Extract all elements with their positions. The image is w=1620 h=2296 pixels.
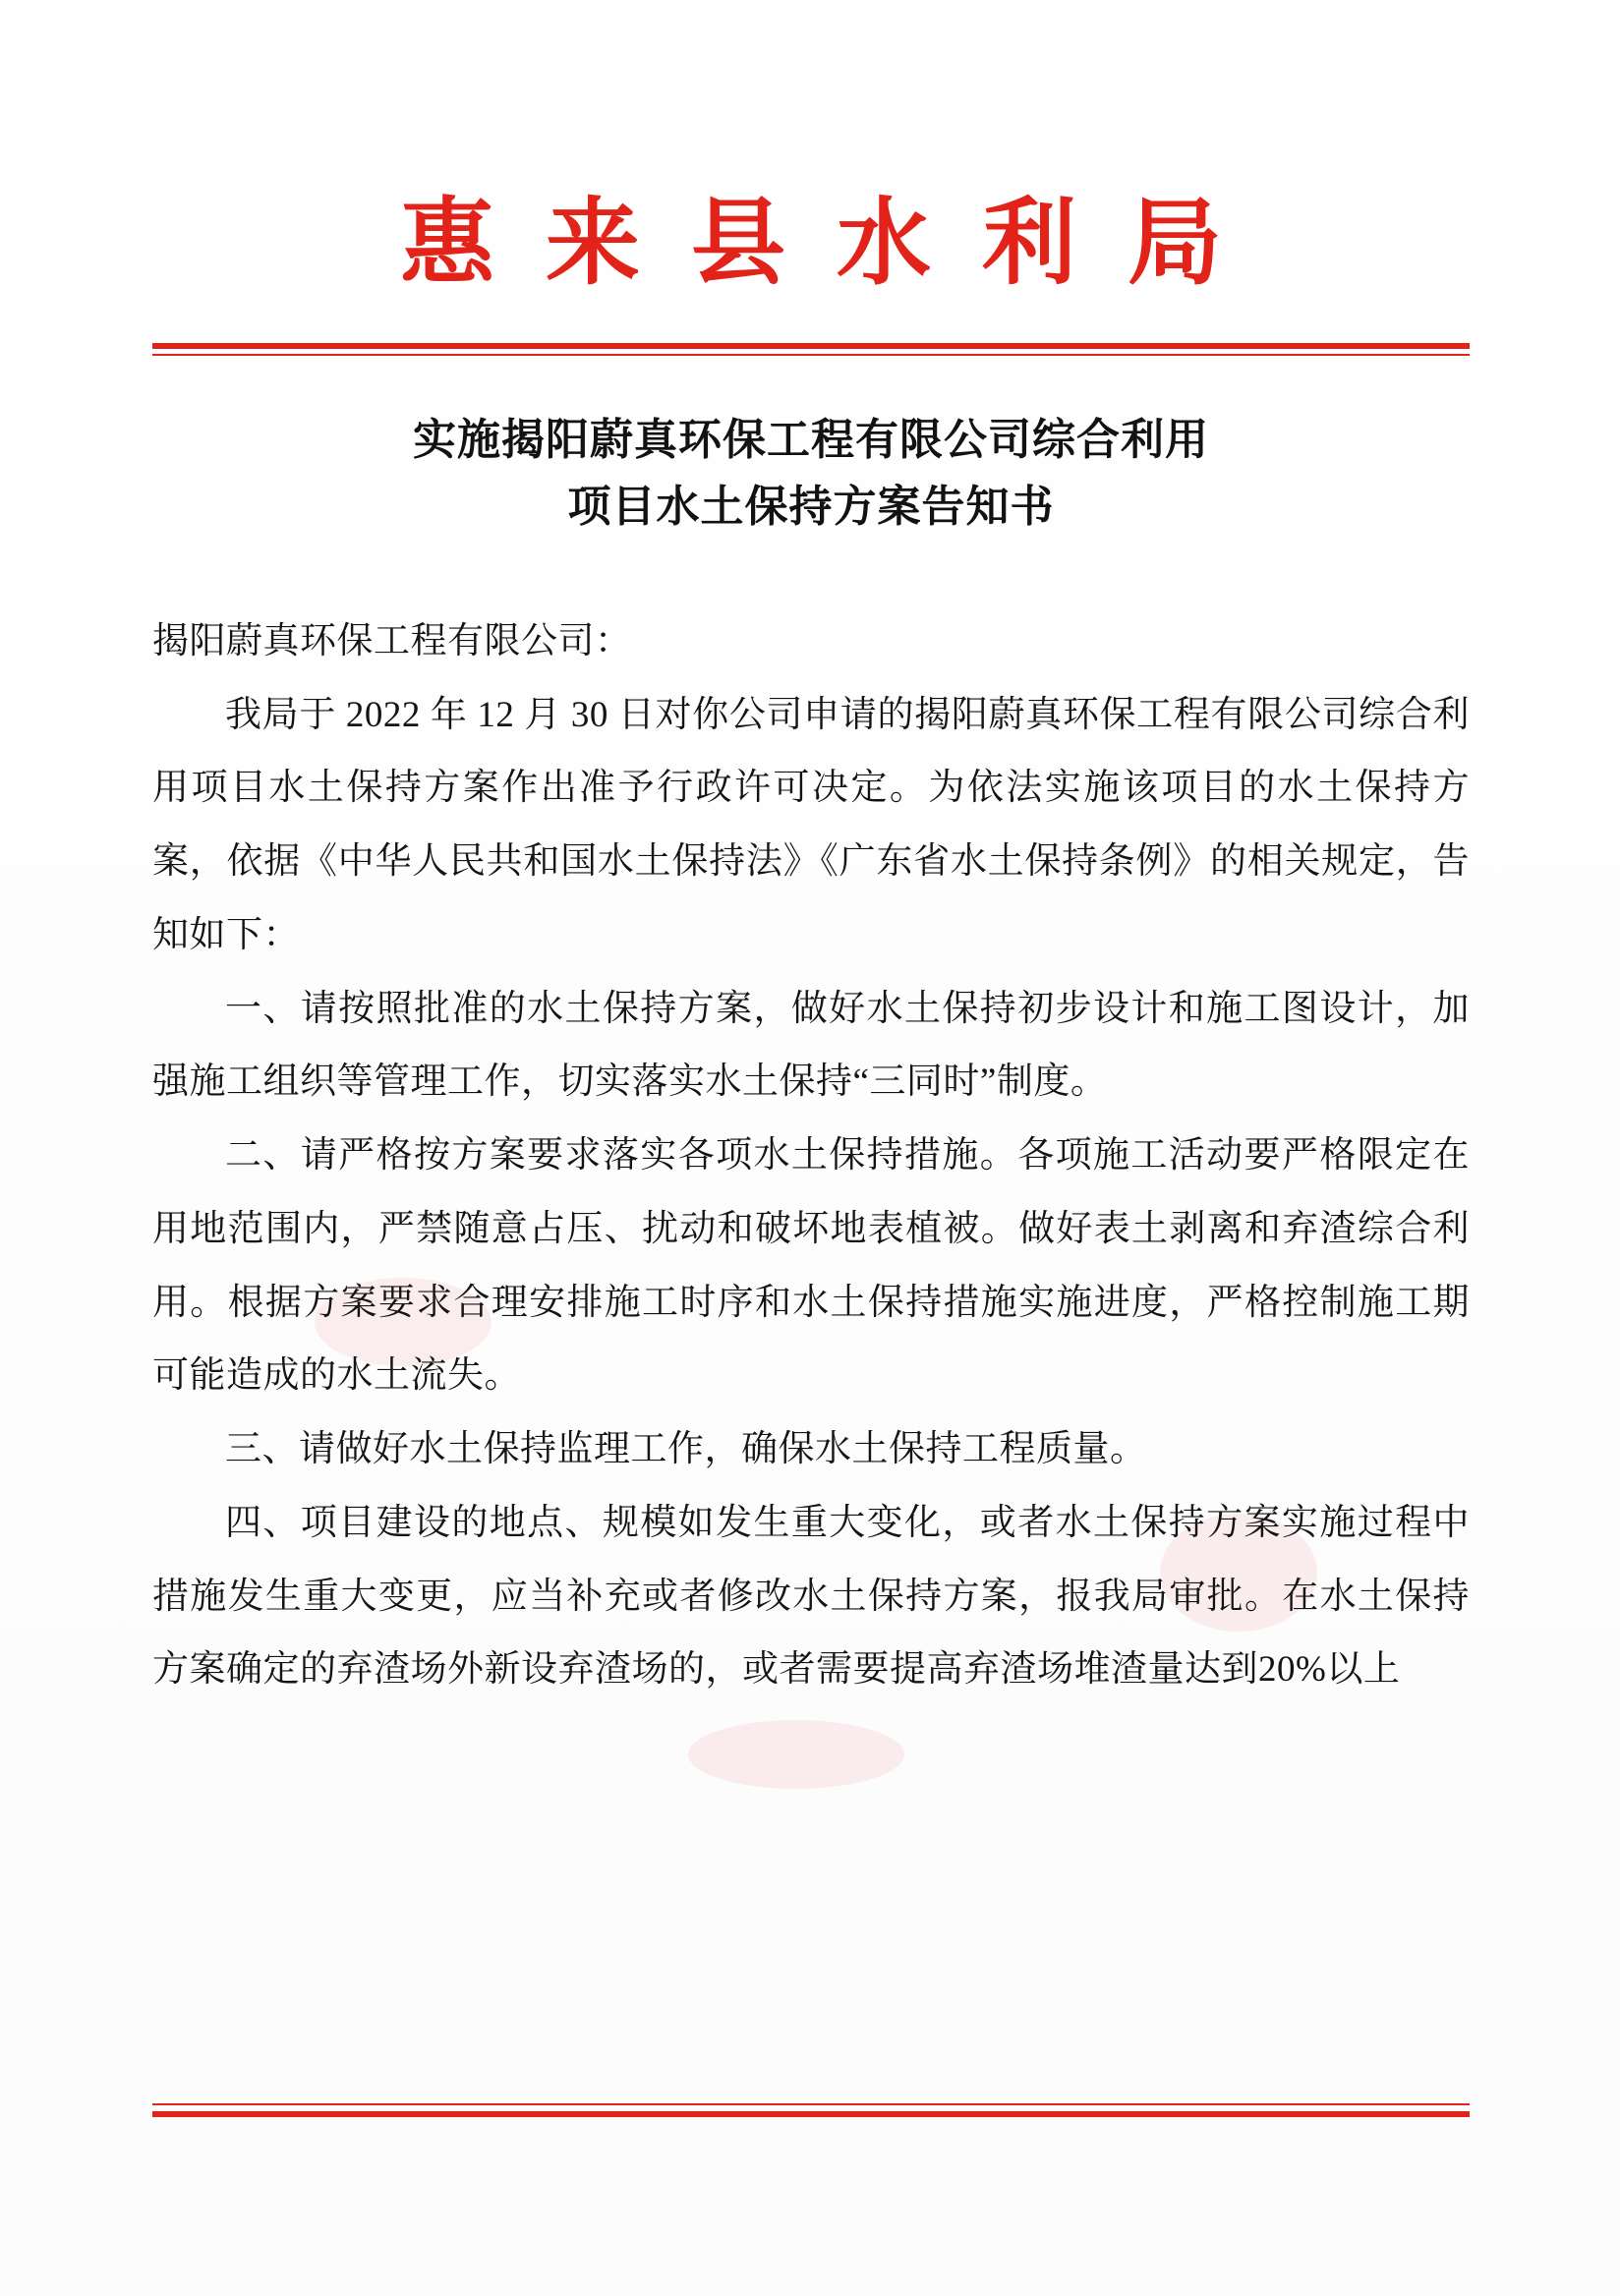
document-title-line-2: 项目水土保持方案告知书 <box>567 482 1055 531</box>
footer-rule-group <box>152 2103 1470 2117</box>
document-content <box>152 0 1470 2296</box>
header-rule-thin <box>152 354 1470 356</box>
footer-rule-thin <box>152 2103 1470 2105</box>
body-paragraph-3: 二、请严格按方案要求落实各项水土保持措施。各项施工活动要严格限定在用地范围内，严禁随意占压、扰动和破坏地表植被。做好表土剥离和弃渣综合利用。根据方案要求合理安排施工时序和水土保持措施实施进度，严格控制施工期可能造成的水土流失。 <box>152 1135 1470 1397</box>
document-title <box>152 407 1470 541</box>
body-paragraph-4: 三、请做好水土保持监理工作，确保水土保持工程质量。 <box>225 1429 1147 1470</box>
footer-rule-thick <box>152 2111 1470 2117</box>
body-paragraph-1: 我局于 2022 年 12 月 30 日对你公司申请的揭阳蔚真环保工程有限公司综合利用项目水土保持方案作出准予行政许可决定。为依法实施该项目的水土保持方案，依据《中华人民共和国水土保持法》《广东省水土保持条例》的相关规定，告知如下： <box>152 694 1470 955</box>
letterhead-title: 惠来县水利局 <box>400 191 1273 296</box>
body-paragraph-5: 四、项目建设的地点、规模如发生重大变化，或者水土保持方案实施过程中措施发生重大变更，应当补充或者修改水土保持方案，报我局审批。在水土保持方案确定的弃渣场外新设弃渣场的，或者需要提高弃渣场堆渣量达到20%以上 <box>152 1502 1470 1691</box>
body-paragraph-2: 一、请按照批准的水土保持方案，做好水土保持初步设计和施工图设计，加强施工组织等管理工作，切实落实水土保持“三同时”制度。 <box>152 988 1470 1103</box>
document-body <box>152 605 1470 1707</box>
addressee-line: 揭阳蔚真环保工程有限公司： <box>152 620 632 661</box>
header-rule-group <box>152 343 1470 356</box>
document-title-line-1: 实施揭阳蔚真环保工程有限公司综合利用 <box>413 415 1209 464</box>
header-rule-thick <box>152 343 1470 349</box>
